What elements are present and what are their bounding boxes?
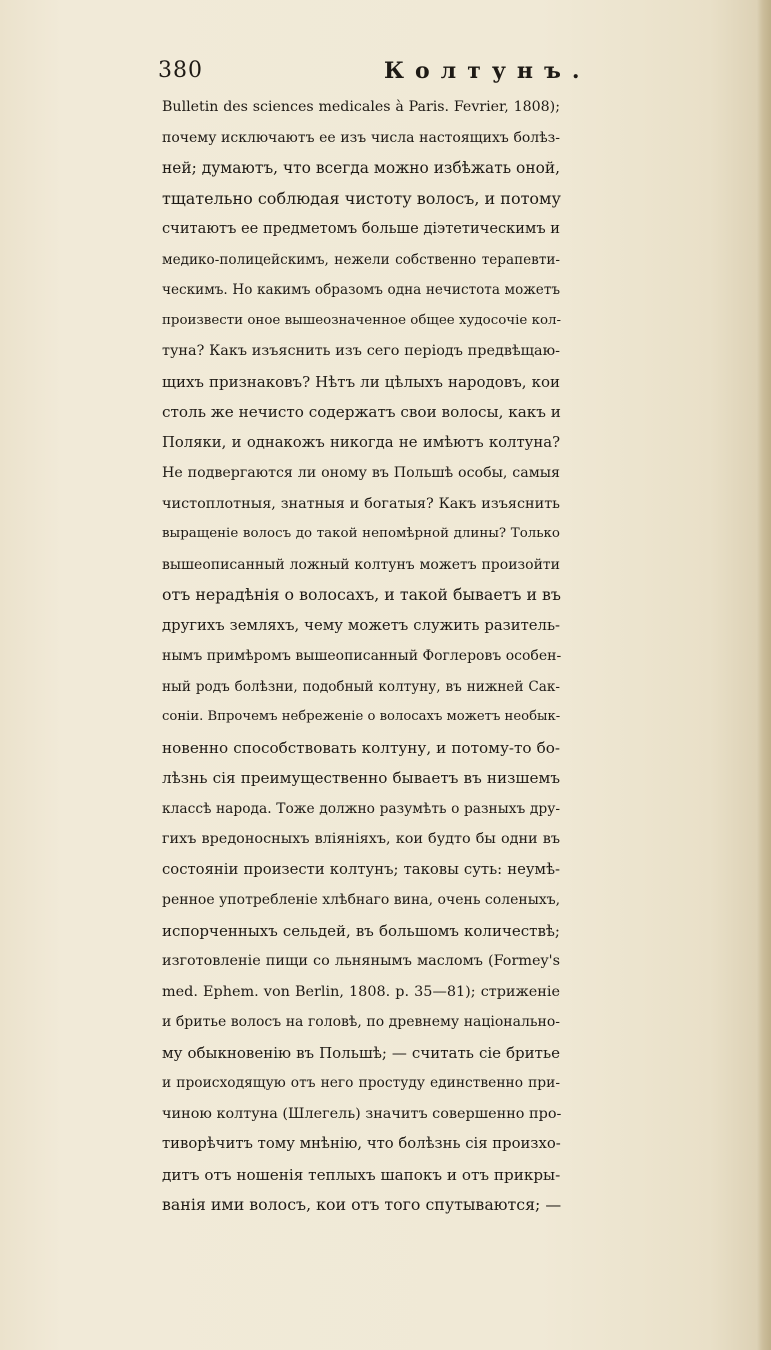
text-line: нымъ примѣромъ вышеописанный Фоглеровъ особен- [162,648,562,664]
body-text [162,92,560,1221]
text-line: ческимъ. Но какимъ образомъ одна нечистота можетъ [162,282,560,298]
text-line: тщательно соблюдая чистоту волосъ, и потому [162,188,561,208]
text-line: Bulletin des sciences medicales à Paris. Fevrier, 1808); [162,99,560,115]
text-line: считаютъ ее предметомъ больше діэтетическимъ и [162,220,561,237]
text-line: тиворѣчитъ тому мнѣнію, что болѣзнь сія произхо- [162,1135,561,1152]
page-number: 380 [158,58,203,83]
text-line: дитъ отъ ношенія теплыхъ шапокъ и отъ прикры- [162,1165,561,1184]
running-title: Колтунъ. [384,58,591,84]
text-line: изготовленіе пищи со льнянымъ масломъ (Formey's [162,953,560,969]
text-line: чистоплотныя, знатныя и богатыя? Какъ изъяснить [162,495,560,512]
text-line: ренное употребленіе хлѣбнаго вина, очень соленыхъ, [162,892,561,908]
text-line: соніи. Впрочемъ небреженіе о волосахъ можетъ необык- [162,709,561,724]
text-line: классѣ народа. Тоже должно разумѣть о разныхъ дру- [162,800,560,817]
text-line: и происходящую отъ него простуду единственно при- [162,1075,560,1091]
text-line: отъ нерадѣнія о волосахъ, и такой бываетъ и въ [162,585,561,604]
text-line: Поляки, и однакожъ никогда не имѣютъ колтуна? [162,433,560,451]
text-line: гихъ вредоносныхъ вліяніяхъ, кои будто бы одни въ [162,831,560,847]
text-line: му обыкновенію въ Польшѣ; — считать сіе бритье [162,1043,560,1062]
text-line: ней; думаютъ, что всегда можно избѣжать оной, [162,159,560,177]
page-header [158,58,591,92]
text-line: выращеніе волосъ до такой непомѣрной длины? Только [162,526,560,541]
text-line: состояніи произести колтунъ; таковы суть: неумѣ- [162,860,560,878]
text-line: новенно способствовать колтуну, и потому-то бо- [162,738,560,757]
text-line: Не подвергаются ли оному въ Польшѣ особы, самыя [162,465,560,481]
text-line: лѣзнь сія преимущественно бываетъ въ низшемъ [162,769,560,787]
text-line: медико-полицейскимъ, нежели собственно терапевти- [162,251,560,268]
text-line: вышеописанный ложный колтунъ можетъ произойти [162,556,560,573]
text-line: другихъ земляхъ, чему можетъ служить разитель- [162,616,560,634]
text-line: столь же нечисто содержатъ свои волосы, какъ и [162,403,561,421]
text-line: щихъ признаковъ? Нѣтъ ли цѣлыхъ народовъ, кои [162,372,560,391]
text-line: ванія ими волосъ, кои отъ того спутываются; — [162,1195,562,1214]
text-line: туна? Какъ изъяснить изъ сего періодъ предвѣщаю- [162,343,560,359]
text-line: чиною колтуна (Шлегель) значитъ совершенно про- [162,1105,562,1122]
text-line: ный родъ болѣзни, подобный колтуну, въ нижней Сак- [162,678,560,695]
text-line: произвести оное вышеозначенное общее худосочіе кол- [162,312,562,328]
page-edge-shadow [757,0,771,1350]
text-line: med. Ephem. von Berlin, 1808. p. 35—81); стриженіе [162,983,560,1000]
text-line: и бритье волосъ на головѣ, по древнему національно- [162,1014,560,1030]
text-line: почему исключаютъ ее изъ числа настоящихъ болѣз- [162,129,560,146]
text-line: испорченныхъ сельдей, въ большомъ количествѣ; [162,921,560,940]
